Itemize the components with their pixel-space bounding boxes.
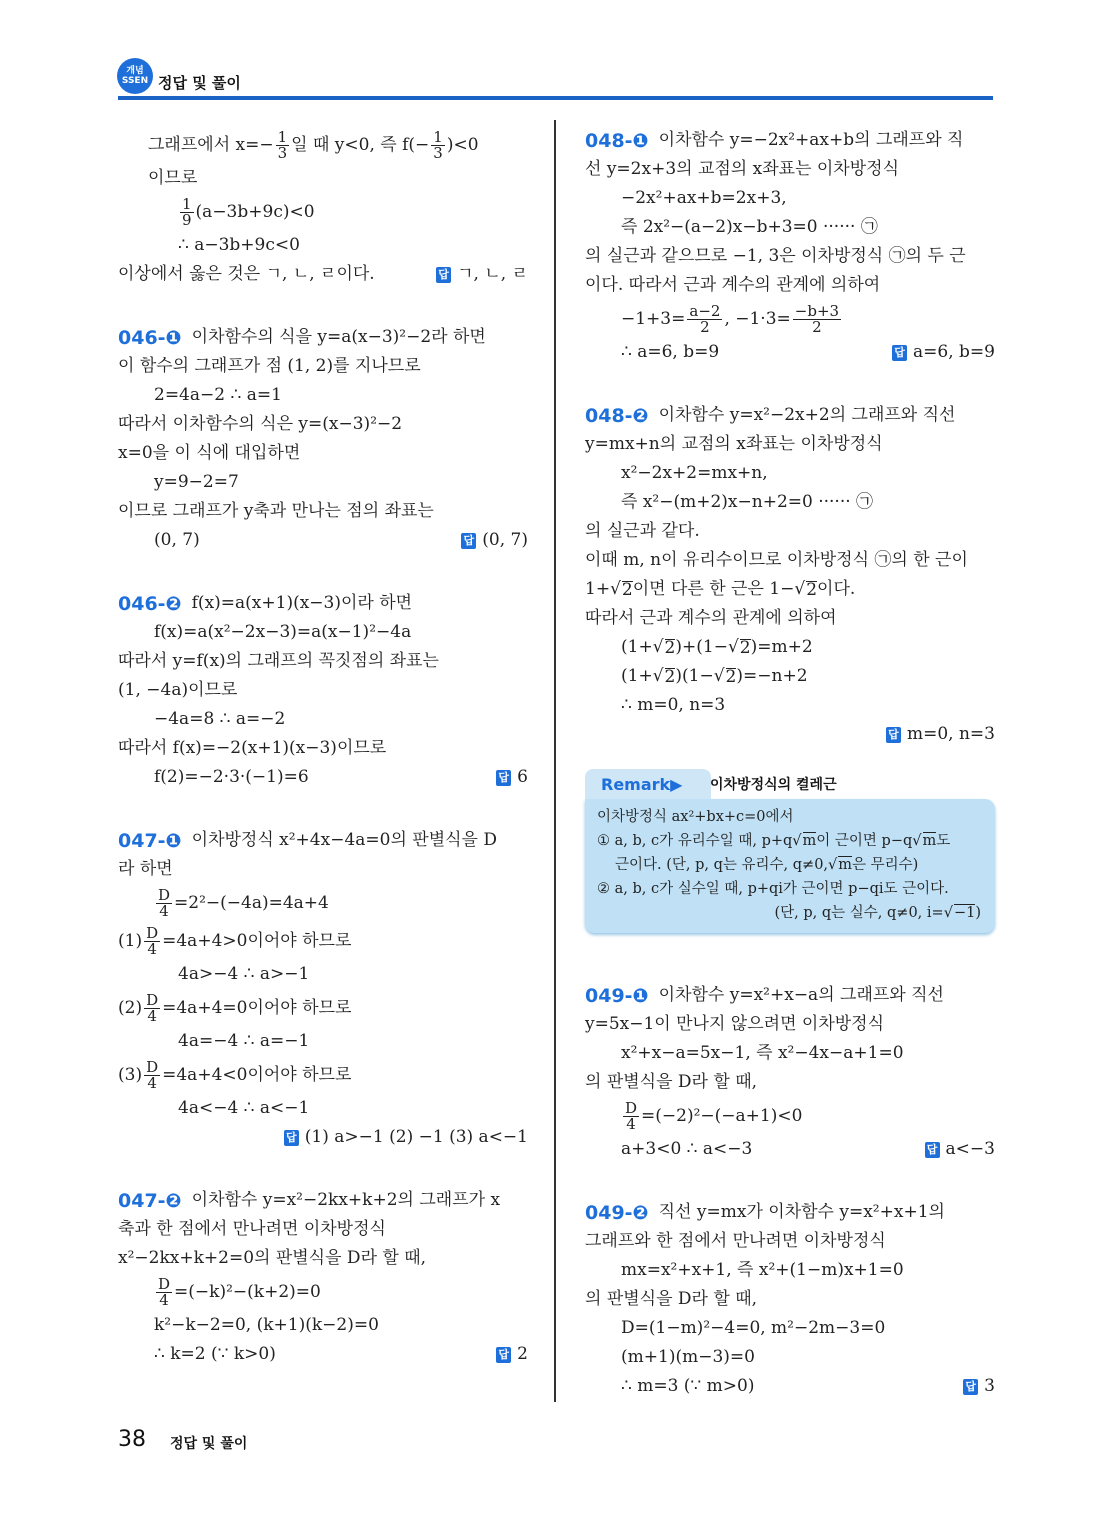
text-run: −2x²+ax+b=2x+3,: [621, 188, 787, 208]
solution-047: [118, 826, 528, 1152]
text-run: 2=4a−2 ∴ a=1: [154, 385, 282, 405]
text-run: 라 하면: [118, 859, 173, 879]
text-run: 도: [936, 833, 951, 849]
text-run: 이므로: [148, 168, 198, 188]
solution-line: [118, 468, 528, 497]
text-run: 이차함수 y=x²−2kx+k+2의 그래프가 x: [191, 1190, 501, 1210]
solution-line: [585, 184, 995, 213]
sqrt-radicand: 2: [725, 666, 737, 687]
text-run: y=9−2=7: [154, 472, 239, 492]
text-run: (1, −4a)이므로: [118, 680, 238, 700]
text-run: (1+: [621, 666, 653, 686]
solution-line: [118, 410, 528, 439]
solution-line: [118, 381, 528, 410]
solution-line: [118, 1123, 528, 1152]
text-run: )+(1−: [675, 637, 728, 657]
solution-line: [118, 352, 528, 381]
solution-line: [118, 1027, 528, 1056]
text-run: ∴ m=3 (∵ m>0): [621, 1376, 755, 1396]
solution-line: [585, 155, 995, 184]
answer: [963, 1372, 995, 1401]
fraction: [431, 127, 445, 162]
problem-number: 048-❶: [585, 129, 649, 152]
answer: [886, 720, 995, 749]
header-rule: [118, 96, 993, 100]
remark-line: [597, 901, 981, 925]
solution-line: [118, 1186, 528, 1215]
answer-mark-icon: 답: [461, 533, 476, 549]
solution-line: [118, 1244, 528, 1273]
solution-line: [118, 989, 528, 1027]
solution-line: [585, 271, 995, 300]
text-run: )=−n+2: [736, 666, 808, 686]
remark-line: [597, 829, 981, 853]
text-run: −1+3=: [621, 308, 686, 329]
solution-line: [118, 1094, 528, 1123]
text-run: x²+x−a=5x−1, 즉 x²−4x−a+1=0: [621, 1043, 904, 1063]
solution-line: [118, 1056, 528, 1094]
text-run: f(2)=−2·3·(−1)=6: [154, 767, 309, 787]
answer-mark-icon: 답: [496, 1347, 511, 1363]
answer: [436, 260, 528, 289]
remark-line: [597, 853, 981, 877]
answer-mark-icon: 답: [284, 1130, 299, 1146]
text-run: 이다. 따라서 근과 계수의 관계에 의하여: [585, 275, 881, 295]
answer: [284, 1123, 528, 1152]
solution-line: [585, 213, 995, 242]
fraction: [180, 194, 194, 229]
text-run: 따라서 근과 계수의 관계에 의하여: [585, 608, 837, 628]
text-run: f(x)=a(x+1)(x−3)이라 하면: [191, 593, 413, 613]
sqrt-radicand: m: [838, 857, 853, 873]
solution-line: [118, 734, 528, 763]
sqrt-sign: √: [652, 637, 664, 657]
solution-line: [585, 1256, 995, 1285]
sqrt-radicand: 2: [664, 666, 676, 687]
solution-047: [118, 1186, 528, 1369]
text-run: ∴ a=6, b=9: [621, 342, 720, 362]
problem-number: 047-❷: [118, 1189, 182, 1212]
solution-line: [118, 260, 528, 289]
solution-line: [118, 763, 528, 792]
text-run: 선 y=2x+3의 교점의 x좌표는 이차방정식: [585, 159, 899, 179]
text-run: 은 무리수): [852, 857, 919, 873]
text-run: , −1·3=: [724, 308, 791, 329]
text-run: 그래프에서 x=−: [148, 134, 274, 155]
problem-number: 047-❶: [118, 829, 182, 852]
text-run: =4a+4>0이어야 하므로: [162, 930, 352, 951]
text-run: (m+1)(m−3)=0: [621, 1347, 755, 1367]
text-run: 즉 2x²−(a−2)x−b+3=0 ······ ㉠: [621, 217, 878, 237]
solution-line: [585, 546, 995, 575]
text-run: )=m+2: [750, 637, 813, 657]
solution-line: [585, 338, 995, 367]
solution-line: [118, 589, 528, 618]
solution-line: [585, 720, 995, 749]
solution-line: [585, 430, 995, 459]
solution-line: [585, 1285, 995, 1314]
fraction: [144, 1057, 160, 1092]
fraction-denominator: 4: [159, 901, 169, 920]
answer: [892, 338, 995, 367]
solution-046: [118, 323, 528, 555]
text-run: 4a>−4 ∴ a>−1: [178, 964, 310, 984]
solution-line: [585, 1227, 995, 1256]
solution-line: [585, 1068, 995, 1097]
answer-mark-icon: 답: [886, 727, 901, 743]
solution-line: [118, 526, 528, 555]
text-run: ∴ a−3b+9c<0: [178, 235, 300, 255]
solution-line: [118, 1311, 528, 1340]
text-run: =4a+4=0이어야 하므로: [162, 997, 352, 1018]
fraction-denominator: 4: [147, 1073, 157, 1092]
solution-line: [585, 1039, 995, 1068]
problem-number: 049-❷: [585, 1201, 649, 1224]
text-run: 이차함수의 식을 y=a(x−3)²−2라 하면: [191, 327, 486, 347]
text-run: 이차방정식 x²+4x−4a=0의 판별식을 D: [191, 830, 498, 850]
solution-line: [118, 855, 528, 884]
text-run: 이다.: [817, 579, 856, 599]
fraction-denominator: 9: [182, 210, 192, 229]
text-run: 직선 y=mx가 이차함수 y=x²+x+1의: [658, 1202, 945, 1222]
remark-tab: [585, 769, 711, 799]
answer: [496, 763, 528, 792]
solution-line: [118, 618, 528, 647]
fraction: [144, 923, 160, 958]
right-column: [585, 126, 995, 1435]
fraction-numerator: a−2: [689, 301, 721, 320]
sqrt-radicand: 2: [664, 637, 676, 658]
problem-number: 049-❶: [585, 984, 649, 1007]
remark-line: [597, 805, 981, 829]
text-run: 4a=−4 ∴ a=−1: [178, 1031, 310, 1051]
solution-line: [585, 1372, 995, 1401]
solution-line: [118, 826, 528, 855]
text-run: 의 실근과 같다.: [585, 521, 700, 541]
solution-line: [585, 488, 995, 517]
fraction: [687, 301, 722, 336]
solution-line: [118, 231, 528, 260]
fraction: [156, 1274, 172, 1309]
solution-line: [118, 960, 528, 989]
text-run: ① a, b, c가 유리수일 때, p+q: [597, 833, 793, 849]
text-run: ② a, b, c가 실수일 때, p+qi가 근이면 p−qi도 근이다.: [597, 881, 949, 897]
sqrt-sign: √: [912, 833, 922, 849]
text-run: 이상에서 옳은 것은 ㄱ, ㄴ, ㄹ이다.: [118, 264, 375, 284]
sqrt-radicand: m: [922, 833, 937, 849]
text-run: 이때 m, n이 유리수이므로 이차방정식 ㉠의 한 근이: [585, 550, 968, 570]
problem-number: 046-❷: [118, 592, 182, 615]
problem-number: 048-❷: [585, 404, 649, 427]
solution-line: [585, 1314, 995, 1343]
solution-line: [118, 439, 528, 468]
text-run: 4a<−4 ∴ a<−1: [178, 1098, 310, 1118]
answer-mark-icon: 답: [892, 345, 907, 361]
text-run: k²−k−2=0, (k+1)(k−2)=0: [154, 1315, 379, 1335]
fraction-numerator: −b+3: [794, 301, 840, 320]
text-run: 이 함수의 그래프가 점 (1, 2)를 지나므로: [118, 356, 421, 376]
sqrt-sign: √: [943, 905, 953, 921]
answer: [461, 526, 528, 555]
sqrt-sign: √: [794, 579, 806, 599]
fraction: [623, 1098, 639, 1133]
text-run: ∴ m=0, n=3: [621, 695, 726, 715]
sqrt-radicand: 2: [806, 579, 818, 600]
solution-line: [118, 647, 528, 676]
solution-line: [118, 193, 528, 231]
solution-line: [118, 126, 528, 164]
remark-label: Remark▶: [601, 774, 683, 794]
text-run: (2): [118, 997, 143, 1018]
solution-line: [585, 1343, 995, 1372]
column-divider: [554, 120, 556, 1402]
answer-mark-icon: 답: [496, 770, 511, 786]
text-run: =2²−(−4a)=4a+4: [174, 892, 329, 913]
sqrt-sign: √: [652, 666, 664, 686]
solution-line: [118, 497, 528, 526]
solution-line: [585, 1097, 995, 1135]
header-title: 정답 및 풀이: [158, 74, 241, 92]
fraction-numerator: D: [158, 885, 171, 904]
sqrt-sign: √: [727, 637, 739, 657]
text-run: 이차함수 y=x²+x−a의 그래프와 직선: [658, 985, 944, 1005]
text-run: 이 근이면 p−q: [816, 833, 913, 849]
fraction-numerator: D: [146, 1057, 159, 1076]
text-run: =4a+4<0이어야 하므로: [162, 1064, 352, 1085]
text-run: 1+: [585, 579, 611, 599]
solution-line: [118, 676, 528, 705]
answer: [496, 1340, 528, 1369]
sqrt-sign: √: [610, 579, 621, 599]
remark-body: [585, 799, 995, 933]
problem-number: 046-❶: [118, 326, 182, 349]
page-number: 38: [118, 1427, 146, 1452]
sqrt-sign: √: [828, 857, 838, 873]
text-run: 의 실근과 같으므로 −1, 3은 이차방정식 ㉠의 두 근: [585, 246, 966, 266]
fraction: [144, 990, 160, 1025]
solution-line: [118, 705, 528, 734]
fraction-numerator: D: [625, 1098, 638, 1117]
solution-line: [585, 401, 995, 430]
fraction-denominator: 4: [147, 939, 157, 958]
text-run: 이면 다른 한 근은 1−: [632, 579, 795, 599]
fraction: [793, 301, 841, 336]
text-run: x=0을 이 식에 대입하면: [118, 443, 301, 463]
solution-line: [118, 323, 528, 352]
fraction-numerator: 1: [182, 194, 192, 213]
answer-text: (0, 7): [482, 530, 528, 550]
solution-049: [585, 981, 995, 1164]
footer-title: 정답 및 풀이: [170, 1436, 248, 1452]
solution-line: [118, 884, 528, 922]
solution-line: [585, 604, 995, 633]
fraction-denominator: 3: [277, 143, 288, 162]
text-run: 의 판별식을 D라 할 때,: [585, 1289, 758, 1309]
solution-line: [585, 1198, 995, 1227]
text-run: (1+: [621, 637, 653, 657]
solution-046: [118, 589, 528, 792]
text-run: ∴ k=2 (∵ k>0): [154, 1344, 276, 1364]
text-run: D=(1−m)²−4=0, m²−2m−3=0: [621, 1318, 886, 1338]
text-run: 이므로 그래프가 y축과 만나는 점의 좌표는: [118, 501, 434, 521]
text-run: a+3<0 ∴ a<−3: [621, 1139, 753, 1159]
solution-line: [585, 517, 995, 546]
text-run: )(1−: [675, 666, 714, 686]
sqrt-radicand: m: [802, 833, 817, 849]
text-run: 그래프와 한 점에서 만나려면 이차방정식: [585, 1231, 886, 1251]
answer-text: 6: [517, 767, 528, 787]
text-run: (0, 7): [154, 530, 200, 550]
fraction-numerator: 1: [277, 127, 288, 146]
fraction-denominator: 2: [700, 317, 710, 336]
fraction-denominator: 3: [433, 143, 443, 162]
text-run: x²−2kx+k+2=0의 판별식을 D라 할 때,: [118, 1248, 427, 1268]
solution-line: [585, 459, 995, 488]
text-run: =(−k)²−(k+2)=0: [174, 1281, 321, 1302]
text-run: 따라서 이차함수의 식은 y=(x−3)²−2: [118, 414, 403, 434]
answer-text: m=0, n=3: [907, 724, 995, 744]
answer-mark-icon: 답: [436, 267, 451, 283]
solution-continued: [118, 126, 528, 289]
text-run: −4a=8 ∴ a=−2: [154, 709, 286, 729]
answer-mark-icon: 답: [925, 1142, 940, 1158]
text-run: f(x)=a(x²−2x−3)=a(x−1)²−4a: [154, 622, 412, 642]
solution-049: [585, 1198, 995, 1401]
solution-line: [585, 126, 995, 155]
answer-text: 2: [517, 1344, 528, 1364]
answer: [925, 1135, 995, 1164]
fraction-denominator: 4: [147, 1006, 157, 1025]
text-run: 일 때 y<0, 즉 f(−: [291, 134, 430, 155]
solution-line: [118, 1273, 528, 1311]
solution-line: [585, 242, 995, 271]
sqrt-radicand: 2: [621, 579, 633, 600]
text-run: 즉 x²−(m+2)x−n+2=0 ······ ㉠: [621, 492, 874, 512]
text-run: 이차함수 y=x²−2x+2의 그래프와 직선: [658, 405, 956, 425]
remark-line: [597, 877, 981, 901]
fraction-numerator: 1: [433, 127, 443, 146]
solution-line: [585, 981, 995, 1010]
text-run: 근이다. (단, p, q는 유리수, q≠0,: [615, 857, 829, 873]
solution-048: [585, 401, 995, 749]
text-run: (1): [118, 930, 143, 951]
answer-text: (1) a>−1 (2) −1 (3) a<−1: [304, 1127, 528, 1147]
answer-text: a<−3: [945, 1139, 995, 1159]
text-run: =(−2)²−(−a+1)<0: [641, 1105, 803, 1126]
solution-line: [118, 922, 528, 960]
text-run: ): [975, 905, 981, 921]
answer-text: a=6, b=9: [913, 342, 995, 362]
fraction-denominator: 4: [159, 1290, 169, 1309]
solution-line: [585, 662, 995, 691]
text-run: mx=x²+x+1, 즉 x²+(1−m)x+1=0: [621, 1260, 904, 1280]
text-run: )<0: [446, 134, 479, 155]
text-run: 축과 한 점에서 만나려면 이차방정식: [118, 1219, 386, 1239]
fraction-numerator: D: [158, 1274, 171, 1293]
text-run: y=mx+n의 교점의 x좌표는 이차방정식: [585, 434, 883, 454]
text-run: (a−3b+9c)<0: [195, 201, 315, 222]
logo-text: 개념 SSEN: [121, 66, 149, 86]
brand-logo: [117, 58, 153, 94]
solution-line: [118, 1340, 528, 1369]
remark-title: 이차방정식의 켤레근: [710, 777, 837, 793]
fraction: [156, 885, 172, 920]
sqrt-radicand: −1: [953, 905, 976, 921]
sqrt-sign: √: [713, 666, 725, 686]
fraction-numerator: D: [146, 990, 159, 1009]
text-run: 따라서 y=f(x)의 그래프의 꼭짓점의 좌표는: [118, 651, 439, 671]
solution-line: [585, 575, 995, 604]
text-run: (단, p, q는 실수, q≠0, i=: [774, 905, 944, 921]
text-run: x²−2x+2=mx+n,: [621, 463, 768, 483]
text-run: 의 판별식을 D라 할 때,: [585, 1072, 758, 1092]
text-run: 이차방정식 ax²+bx+c=0에서: [597, 809, 794, 825]
solution-line: [585, 300, 995, 338]
solution-line: [118, 164, 528, 193]
left-column: [118, 126, 528, 1403]
solution-line: [118, 1215, 528, 1244]
fraction-numerator: D: [146, 923, 159, 942]
text-run: 따라서 f(x)=−2(x+1)(x−3)이므로: [118, 738, 387, 758]
text-run: 이차함수 y=−2x²+ax+b의 그래프와 직: [658, 130, 964, 150]
answer-text: ㄱ, ㄴ, ㄹ: [457, 264, 528, 284]
text-run: (3): [118, 1064, 143, 1085]
solution-line: [585, 633, 995, 662]
fraction-denominator: 2: [812, 317, 822, 336]
text-run: y=5x−1이 만나지 않으려면 이차방정식: [585, 1014, 885, 1034]
sqrt-sign: √: [792, 833, 802, 849]
remark-box: [585, 769, 995, 933]
fraction-denominator: 4: [626, 1114, 636, 1133]
solution-line: [585, 691, 995, 720]
solution-line: [585, 1010, 995, 1039]
sqrt-radicand: 2: [739, 637, 751, 658]
fraction: [276, 127, 290, 162]
answer-text: 3: [984, 1376, 995, 1396]
answer-mark-icon: 답: [963, 1379, 978, 1395]
solution-048: [585, 126, 995, 367]
solution-line: [585, 1135, 995, 1164]
